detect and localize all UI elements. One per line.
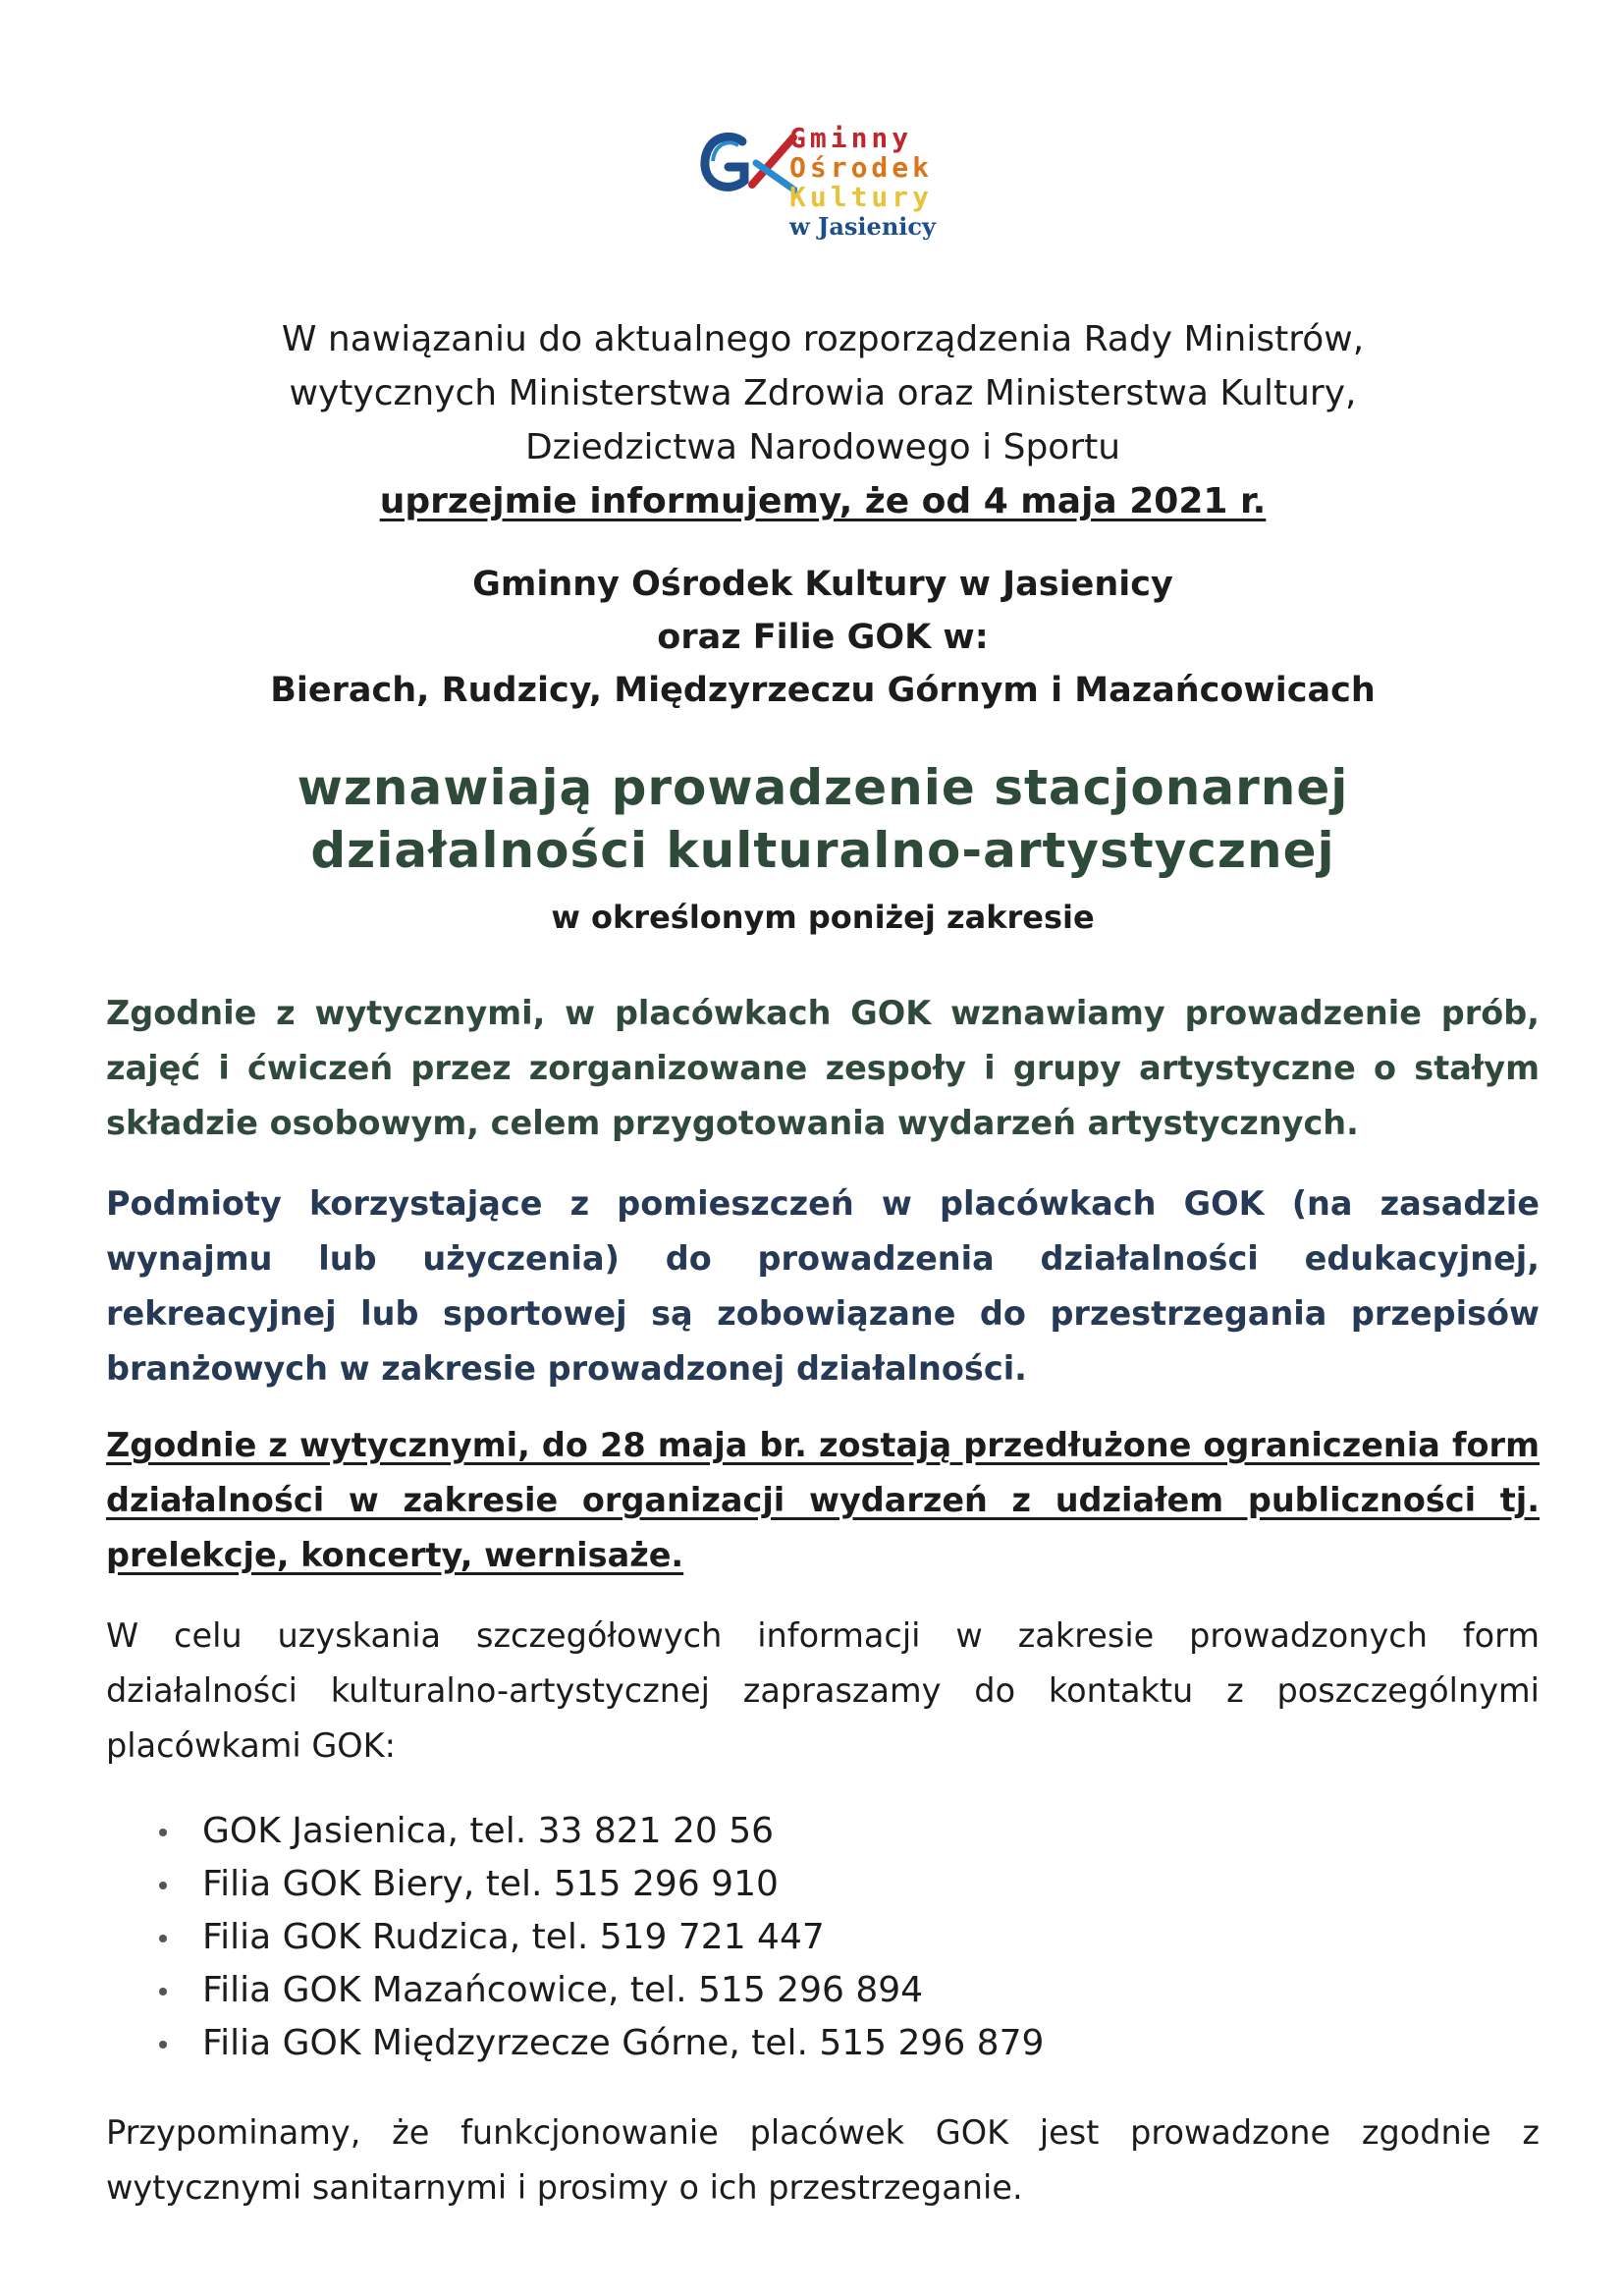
logo-line-4: w Jasienicy: [789, 212, 936, 241]
bullet-icon: [159, 2041, 167, 2049]
intro-text: [106, 312, 1540, 528]
paragraph-contact-intro: W celu uzyskania szczegółowych informacji w zakresie prowadzonych form działalności kulturalno-artystycznej zapraszamy do kontaktu z poszczególnymi placówkami GOK:: [106, 1616, 1540, 1765]
bullet-icon: [159, 1935, 167, 1942]
contact-item: [147, 1964, 1044, 2017]
intro-line-3: Dziedzictwa Narodowego i Sportu: [524, 427, 1121, 467]
headline-subtitle: w określonym poniżej zakresie: [551, 899, 1095, 936]
headline-line-1: wznawiają prowadzenie stacjonarnej: [297, 759, 1349, 816]
paragraph-reminder: Przypominamy, że funkcjonowanie placówek GOK jest prowadzone zgodnie z wytycznymi sanitarnymi i prosimy o ich przestrzeganie.: [106, 2113, 1540, 2207]
logo-line-2: Ośrodek: [789, 151, 934, 184]
org-line-2: oraz Filie GOK w:: [657, 618, 989, 657]
contact-text: Filia GOK Mazańcowice, tel. 515 296 894: [202, 1970, 924, 2010]
intro-line-2: wytycznych Ministerstwa Zdrowia oraz Ministerstwa Kultury,: [289, 373, 1357, 413]
contact-text: Filia GOK Biery, tel. 515 296 910: [202, 1864, 779, 1904]
contact-text: Filia GOK Międzyrzecze Górne, tel. 515 296 879: [202, 2023, 1045, 2063]
bullet-icon: [159, 1988, 167, 1995]
intro-line-1: W nawiązaniu do aktualnego rozporządzenia Rady Ministrów,: [281, 319, 1365, 359]
paragraph-rentals: Podmioty korzystające z pomieszczeń w placówkach GOK (na zasadzie wynajmu lub użyczenia) do prowadzenia działalności edukacyjnej, rekreacyjnej lub sportowej są zobowiązane do przestrzegania przepisów branżowych w zakresie prowadzonej działalności.: [106, 1184, 1540, 1388]
headline-line-2: działalności kulturalno-artystycznej: [310, 822, 1335, 879]
logo-line-1: Gminny: [789, 122, 913, 154]
contact-text: Filia GOK Rudzica, tel. 519 721 447: [202, 1917, 825, 1957]
contact-item: [147, 1911, 1044, 1964]
contact-item: [147, 1858, 1044, 1911]
contact-text: GOK Jasienica, tel. 33 821 20 56: [202, 1811, 775, 1851]
organizations: [106, 558, 1540, 717]
paragraph-rehearsals: Zgodnie z wytycznymi, w placówkach GOK wznawiamy prowadzenie prób, zajęć i ćwiczeń przez zorganizowane zespoły i grupy artystyczne o stałym składzie osobowym, celem przygotowania wydarzeń artystycznych.: [106, 994, 1540, 1142]
paragraph-restrictions: Zgodnie z wytycznymi, do 28 maja br. zostają przedłużone ograniczenia form działalności w zakresie organizacji wydarzeń z udziałem publiczności tj. prelekcje, koncerty, wernisaże.: [106, 1426, 1540, 1574]
bullet-icon: [159, 1829, 167, 1836]
gok-logo-icon: [699, 128, 797, 202]
headline: [106, 756, 1540, 882]
org-line-3: Bierach, Rudzicy, Międzyrzeczu Górnym i Mazańcowicach: [270, 671, 1376, 710]
contact-item: [147, 2017, 1044, 2070]
bullet-icon: [159, 1882, 167, 1889]
gok-logo: [699, 124, 974, 251]
contact-item: [147, 1805, 1044, 1858]
logo-name: [789, 124, 936, 242]
org-line-1: Gminny Ośrodek Kultury w Jasienicy: [472, 565, 1173, 604]
intro-line-4-underlined: uprzejmie informujemy, że od 4 maja 2021 r.: [379, 481, 1267, 521]
logo-line-3: Kultury: [789, 181, 934, 213]
contact-list: [147, 1805, 1044, 2070]
